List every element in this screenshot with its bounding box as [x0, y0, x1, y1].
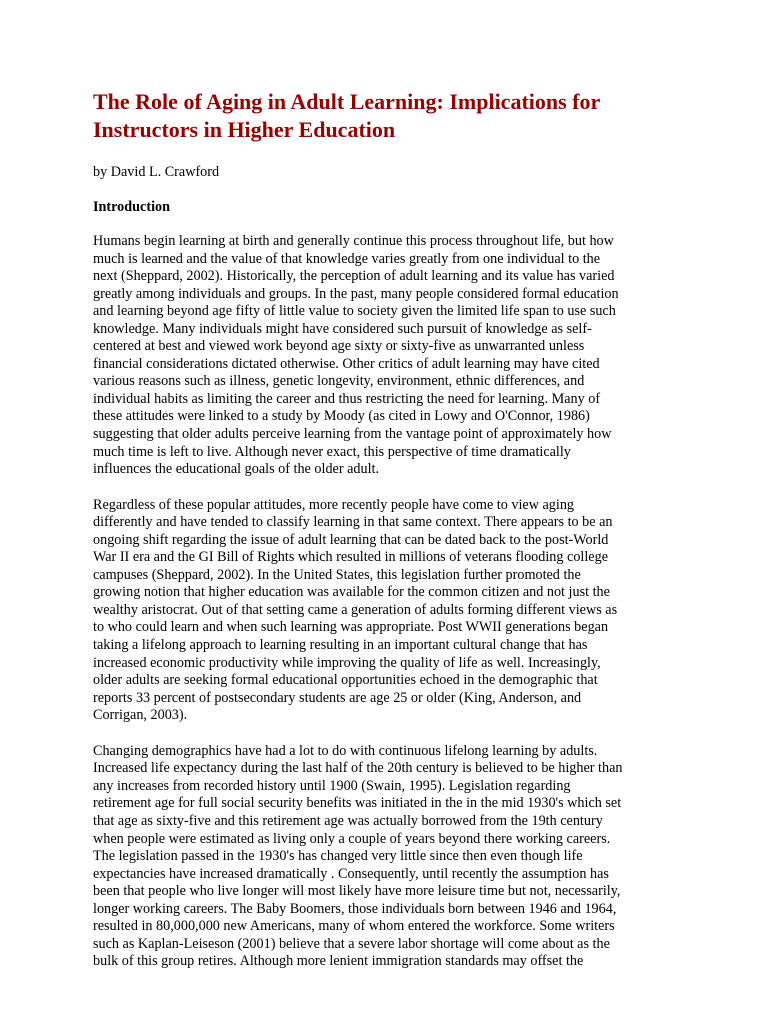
paragraph-line: Changing demographics have had a lot to do with continuous lifelong learning by adults.: [93, 742, 598, 759]
section-heading-introduction: Introduction: [93, 199, 170, 215]
paragraph-line: bulk of this group retires. Although more lenient immigration standards may offset the: [93, 953, 584, 970]
paragraph-line: resulted in 80,000,000 new Americans, many of whom entered the workforce. Some writers: [93, 918, 615, 935]
paragraph-line: such as Kaplan-Leiseson (2001) believe that a severe labor shortage will come about as the: [93, 935, 610, 952]
body-paragraph-2: [93, 497, 693, 725]
paragraph-line: financial considerations dictated otherwise. Other critics of adult learning may have cited: [93, 355, 600, 372]
paragraph-line: been that people who live longer will most likely have more leisure time but not, necessarily,: [93, 883, 621, 900]
paragraph-line: Regardless of these popular attitudes, more recently people have come to view aging: [93, 496, 575, 513]
body-paragraph-3: [93, 743, 693, 971]
paragraph-line: The legislation passed in the 1930's has changed very little since then even though life: [93, 848, 583, 865]
paragraph-line: suggesting that older adults perceive learning from the vantage point of approximately how: [93, 426, 612, 443]
paragraph-line: Humans begin learning at birth and generally continue this process throughout life, but how: [93, 233, 614, 249]
paragraph-line: next (Sheppard, 2002). Historically, the perception of adult learning and its value has varied: [93, 268, 615, 285]
paragraph-line: War II era and the GI Bill of Rights which resulted in millions of veterans flooding college: [93, 549, 608, 566]
paragraph-line: wealthy aristocrat. Out of that setting came a generation of adults forming different views as: [93, 601, 618, 618]
paragraph-line: and learning beyond age fifty of little value to society given the limited life span to use such: [93, 303, 616, 320]
paragraph-line: ongoing shift regarding the issue of adult learning that can be dated back to the post-World: [93, 531, 609, 548]
paragraph-line: various reasons such as illness, genetic longevity, environment, ethnic differences, and: [93, 373, 585, 390]
paragraph-line: greatly among individuals and groups. In the past, many people considered formal education: [93, 285, 619, 302]
paragraph-line: increased economic productivity while improving the quality of life as well. Increasingly,: [93, 654, 601, 671]
paragraph-line: much time is left to live. Although never exact, this perspective of time dramatically: [93, 443, 571, 460]
paragraph-line: these attitudes were linked to a study by Moody (as cited in Lowy and O'Connor, 1986): [93, 408, 590, 425]
document-page: [93, 88, 693, 971]
paragraph-line: any increases from recorded history until 1900 (Swain, 1995). Legislation regarding: [93, 777, 571, 794]
paragraph-line: influences the educational goals of the older adult.: [93, 461, 380, 478]
paragraph-line: Increased life expectancy during the last half of the 20th century is believed to be higher than: [93, 760, 623, 777]
paragraph-line: Corrigan, 2003).: [93, 707, 188, 724]
paragraph-line: much is learned and the value of that knowledge varies greatly from one individual to the: [93, 250, 601, 267]
author-byline: by David L. Crawford: [93, 164, 220, 180]
paragraph-line: campuses (Sheppard, 2002). In the United States, this legislation further promoted the: [93, 566, 581, 583]
paragraph-line: reports 33 percent of postsecondary students are age 25 or older (King, Anderson, and: [93, 689, 582, 706]
body-paragraph-1: [93, 233, 693, 479]
paragraph-line: individual habits as limiting the career and thus restricting the need for learning. Many of: [93, 390, 601, 407]
paragraph-line: longer working careers. The Baby Boomers, those individuals born between 1946 and 1964,: [93, 900, 617, 917]
document-title: [93, 88, 693, 144]
paragraph-line: knowledge. Many individuals might have considered such pursuit of knowledge as self-: [93, 320, 592, 337]
title-line: Instructors in Higher Education: [93, 117, 396, 142]
paragraph-line: taking a lifelong approach to learning resulting in an important cultural change that has: [93, 637, 588, 654]
paragraph-line: retirement age for full social security benefits was initiated in the in the mid 1930's which set: [93, 795, 622, 812]
paragraph-line: expectancies have increased dramatically . Consequently, until recently the assumption has: [93, 865, 609, 882]
title-line: The Role of Aging in Adult Learning: Implications for: [93, 89, 601, 114]
paragraph-line: differently and have tended to classify learning in that same context. There appears to be an: [93, 514, 613, 531]
paragraph-line: centered at best and viewed work beyond age sixty or sixty-five as unwarranted unless: [93, 338, 585, 355]
paragraph-line: that age as sixty-five and this retirement age was actually borrowed from the 19th century: [93, 812, 603, 829]
paragraph-line: growing notion that higher education was available for the common citizen and not just the: [93, 584, 610, 601]
paragraph-line: when people were estimated as living only a couple of years beyond there working careers.: [93, 830, 611, 847]
paragraph-line: older adults are seeking formal educational opportunities echoed in the demographic that: [93, 672, 598, 689]
paragraph-line: to who could learn and when such learning was appropriate. Post WWII generations began: [93, 619, 609, 636]
